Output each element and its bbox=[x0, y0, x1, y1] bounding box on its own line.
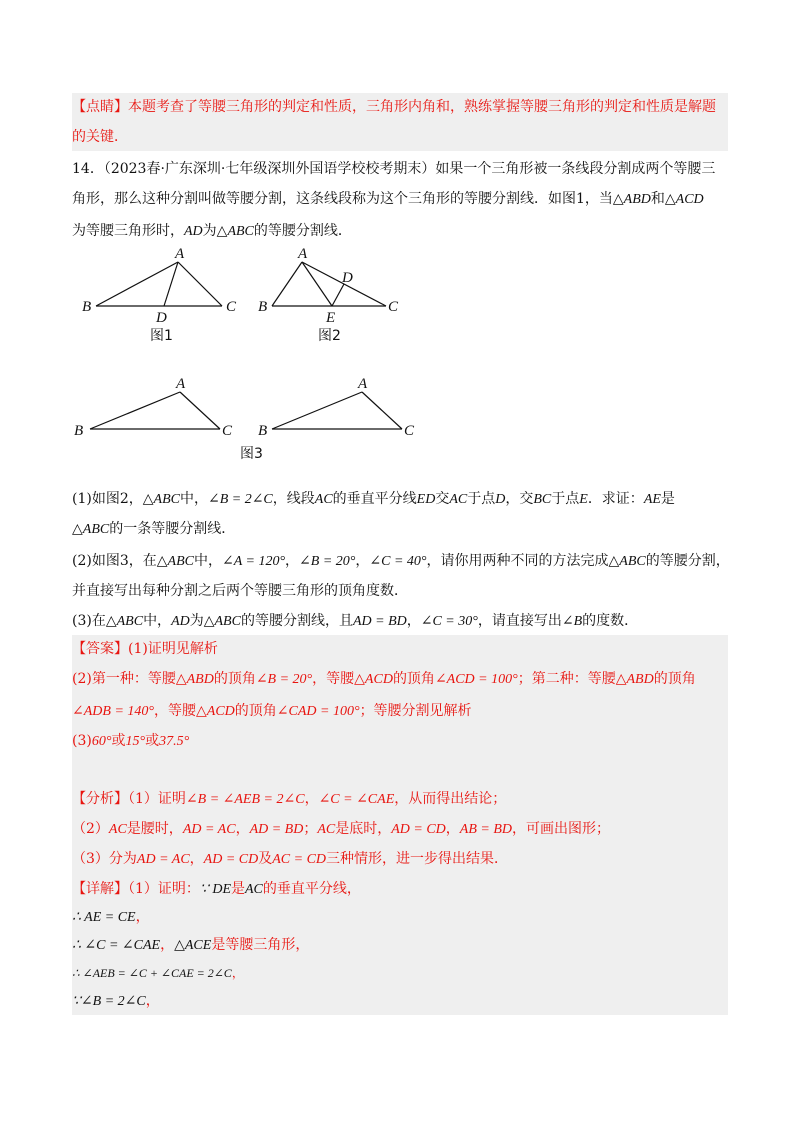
d-text: ， bbox=[145, 993, 160, 1009]
fig2-edge-ab bbox=[272, 262, 302, 306]
fig3b-label-c: C bbox=[404, 423, 415, 439]
q-text: ，交 bbox=[505, 491, 534, 507]
problem-stem-line-2 bbox=[72, 188, 704, 211]
a-text: ；等腰分割见解析 bbox=[359, 703, 472, 719]
math-expr: AD = BD bbox=[249, 822, 304, 837]
math-triangle: △ABD bbox=[612, 192, 651, 207]
fig2-label-a: A bbox=[298, 246, 308, 262]
fig1-label-d: D bbox=[156, 310, 167, 326]
a-text: 的顶角 bbox=[234, 703, 277, 719]
detail-line-4 bbox=[72, 962, 244, 984]
detail-line-3 bbox=[72, 934, 309, 957]
math-expr: AD = AC bbox=[182, 822, 236, 837]
q-text: 于点 bbox=[551, 491, 580, 507]
problem-number: 14． bbox=[72, 161, 104, 177]
math-expr: AD = BD bbox=[352, 614, 407, 629]
q-text: 中， bbox=[179, 491, 208, 507]
an-text: ， bbox=[235, 821, 250, 837]
math-expr: ∠B = 20° bbox=[299, 554, 356, 569]
question-2-line-2 bbox=[72, 580, 408, 602]
fig1-label-a: A bbox=[175, 246, 185, 262]
math-segment: AE bbox=[643, 492, 661, 507]
fig3a-edge-ac bbox=[180, 392, 220, 429]
a-text: ；第二种：等腰 bbox=[517, 671, 616, 687]
figure-3 bbox=[72, 370, 432, 465]
fig3a-label-a: A bbox=[176, 376, 186, 392]
d-text: 的垂直平分线， bbox=[262, 881, 361, 897]
math-point: E bbox=[579, 492, 588, 507]
math-segment: AC bbox=[108, 822, 127, 837]
a-text: ，等腰 bbox=[312, 671, 355, 687]
an-text: ，可画出图形； bbox=[512, 821, 611, 837]
fig3b-label-b: B bbox=[258, 423, 268, 439]
question-1-line-2 bbox=[72, 518, 235, 541]
math-expr: AD = CD bbox=[391, 822, 446, 837]
a-text: 或 bbox=[111, 733, 126, 749]
math-expr: ∠A = 120° bbox=[221, 554, 286, 569]
math-segment: AD bbox=[184, 224, 203, 239]
math-expr: 37.5° bbox=[159, 734, 190, 749]
analysis-line-2 bbox=[72, 818, 610, 841]
a-text: ，等腰 bbox=[154, 703, 196, 719]
math-segment: AC bbox=[317, 822, 336, 837]
question-2-line-1: (2)如图3，在△ABC中，∠A = 120°，∠B = 20°，∠C = 40°，请你用两种不同的方法完成△ABC的等腰分割， bbox=[72, 553, 730, 569]
question-1-line-1 bbox=[72, 488, 675, 511]
fig3b-edge-ab bbox=[272, 392, 362, 429]
a-text: 的顶角 bbox=[213, 671, 256, 687]
a-text: (2)第一种：等腰 bbox=[72, 671, 176, 687]
analysis-line-3 bbox=[72, 848, 508, 871]
math-expr: ∠B = 2∠C bbox=[207, 492, 273, 507]
math-expr: ∠ADB = 140° bbox=[72, 704, 154, 719]
an-text: 及 bbox=[258, 851, 273, 867]
math-expr: 60° bbox=[91, 734, 112, 749]
math-triangle: △ABC bbox=[203, 614, 241, 629]
math-triangle: △ABD bbox=[175, 672, 214, 687]
d-text: ， bbox=[135, 909, 150, 925]
d-text: 是 bbox=[231, 881, 245, 897]
math-expr: ∠C = ∠CAE bbox=[318, 792, 395, 807]
problem-source: （2023春·广东深圳·七年级深圳外国语学校校考期末） bbox=[103, 161, 436, 177]
comment-line-1: 【点睛】本题考查了等腰三角形的判定和性质，三角形内角和，熟练掌握等腰三角形的判定和性质是解题 bbox=[72, 99, 716, 115]
stem-text: 为 bbox=[202, 223, 217, 239]
problem-stem-line-1 bbox=[72, 158, 715, 180]
math-expr: ∠ACD = 100° bbox=[434, 672, 518, 687]
math-triangle: △ABC bbox=[105, 614, 144, 629]
fig1-label-c: C bbox=[226, 299, 237, 315]
an-text: 是腰时， bbox=[126, 821, 183, 837]
math-segment: AC bbox=[245, 882, 263, 897]
math-expr: ∴ ∠AEB = ∠C + ∠CAE = 2∠C bbox=[72, 966, 232, 980]
fig1-label-b: B bbox=[82, 299, 92, 315]
figure-3-caption: 图3 bbox=[240, 446, 263, 462]
math-expr: ∠B = 20° bbox=[255, 672, 313, 687]
math-segment: BC bbox=[533, 492, 552, 507]
math-triangle: △ACE bbox=[174, 938, 212, 953]
fig3a-label-c: C bbox=[222, 423, 233, 439]
math-triangle: △ACD bbox=[196, 704, 235, 719]
q-text: 的垂直平分线 bbox=[332, 491, 417, 507]
fig2-edge-ed bbox=[332, 284, 344, 306]
math-expr: ∴ AE = CE bbox=[72, 910, 136, 925]
a-text: 的顶角 bbox=[653, 671, 696, 687]
fig2-label-c: C bbox=[388, 299, 399, 315]
an-text: ， bbox=[189, 851, 204, 867]
fig2-label-b: B bbox=[258, 299, 268, 315]
q-text: (1)如图2， bbox=[72, 491, 143, 507]
fig1-edge-ac bbox=[178, 262, 222, 306]
math-expr: AB = BD bbox=[459, 822, 513, 837]
an-text: ， bbox=[445, 821, 460, 837]
math-triangle: △ABC bbox=[72, 522, 110, 537]
q-text: 的度数． bbox=[582, 613, 639, 629]
q-text: 交 bbox=[435, 491, 450, 507]
an-text: （2） bbox=[72, 821, 109, 837]
math-expr: 15° bbox=[125, 734, 146, 749]
answer-line-3 bbox=[72, 700, 472, 723]
an-text: ，从而得出结论； bbox=[394, 791, 507, 807]
an-text: 【分析】（1）证明 bbox=[72, 791, 186, 807]
comment-line-2: 的关键． bbox=[72, 129, 128, 145]
answer-line-4 bbox=[72, 730, 189, 753]
stem-text: 如果一个三角形被一条线段分割成两个等腰三 bbox=[435, 161, 716, 177]
math-triangle: △ABC bbox=[156, 554, 194, 569]
math-segment: ED bbox=[416, 492, 436, 507]
math-expr: AD = AC bbox=[136, 852, 190, 867]
fig2-edge-ae bbox=[302, 262, 332, 306]
math-expr: AD = CD bbox=[203, 852, 259, 867]
math-point: D bbox=[495, 492, 506, 507]
detail-line-5 bbox=[72, 990, 160, 1013]
answer-line-2 bbox=[72, 668, 696, 691]
math-triangle: △ABD bbox=[615, 672, 654, 687]
detail-line-2 bbox=[72, 906, 150, 929]
d-text: 【详解】（1）证明： bbox=[72, 881, 200, 897]
math-triangle: △ACD bbox=[354, 672, 393, 687]
stem-text: 角形，那么这种分割叫做等腰分割，这条线段称为这个三角形的等腰分割线．如图1，当 bbox=[72, 191, 613, 207]
math-expr: ∠C = 30° bbox=[420, 614, 478, 629]
math-expr: ∠CAD = 100° bbox=[276, 704, 360, 719]
figure-2 bbox=[252, 240, 412, 350]
q-text: ．求证： bbox=[587, 491, 644, 507]
q-text: 的等腰分割， bbox=[645, 553, 730, 569]
an-text: （3）分为 bbox=[72, 851, 137, 867]
math-triangle: △ABC bbox=[608, 554, 646, 569]
figure-3-svg bbox=[72, 370, 432, 465]
a-text: 的顶角 bbox=[392, 671, 435, 687]
d-text: ， bbox=[231, 966, 244, 980]
d-text: 是等腰三角形， bbox=[211, 937, 310, 953]
figure-1-caption: 图1 bbox=[150, 328, 173, 344]
stem-text: 的等腰分割线． bbox=[253, 223, 352, 239]
fig3a-label-b: B bbox=[74, 423, 84, 439]
math-triangle: △ABC bbox=[142, 492, 180, 507]
an-text: ， bbox=[304, 791, 319, 807]
q-text: (2)如图3，在 bbox=[72, 553, 157, 569]
math-expr: ∠C = 40° bbox=[369, 554, 427, 569]
q-text: ，线段 bbox=[272, 491, 315, 507]
math-triangle: △ABC bbox=[216, 224, 254, 239]
d-text: ， bbox=[160, 937, 175, 953]
an-text: 是底时， bbox=[335, 821, 392, 837]
analysis-line-1 bbox=[72, 788, 506, 811]
fig3a-edge-ab bbox=[90, 392, 180, 429]
q-text: 并直接写出每种分割之后两个等腰三角形的顶角度数． bbox=[72, 583, 408, 599]
math-segment: AC bbox=[449, 492, 468, 507]
stem-text: 为等腰三角形时， bbox=[72, 223, 184, 239]
q-text: ，请直接写出 bbox=[477, 613, 562, 629]
math-expr: AC = CD bbox=[272, 852, 327, 867]
q-text: 于点 bbox=[467, 491, 496, 507]
q-text: 中， bbox=[193, 553, 222, 569]
answer-line-1: 【答案】(1)证明见解析 bbox=[72, 641, 218, 657]
detail-line-1 bbox=[72, 878, 361, 901]
q-text: 是 bbox=[660, 491, 675, 507]
math-expr: ∴ ∠C = ∠CAE bbox=[72, 938, 161, 953]
figure-2-svg bbox=[252, 240, 412, 350]
a-text: 或 bbox=[145, 733, 160, 749]
an-text: ； bbox=[303, 821, 318, 837]
fig3b-label-a: A bbox=[358, 376, 368, 392]
figure-1-svg bbox=[72, 240, 252, 350]
q-text: ， bbox=[406, 613, 421, 629]
q-text: (3)在 bbox=[72, 613, 106, 629]
fig2-label-e: E bbox=[326, 310, 336, 326]
question-3-line-1 bbox=[72, 610, 638, 633]
q-text: 的一条等腰分割线． bbox=[109, 521, 236, 537]
a-text: (3) bbox=[72, 733, 92, 749]
q-text: 为 bbox=[189, 613, 204, 629]
math-expr: ∵∠B = 2∠C bbox=[72, 994, 146, 1009]
q-text: 的等腰分割线，且 bbox=[240, 613, 353, 629]
math-segment: AD bbox=[171, 614, 190, 629]
figure-2-caption: 图2 bbox=[318, 328, 341, 344]
math-expr: ∵ DE bbox=[199, 882, 231, 897]
an-text: 三种情形，进一步得出结果． bbox=[326, 851, 509, 867]
fig3b-edge-ac bbox=[362, 392, 402, 429]
stem-text: 和 bbox=[650, 191, 665, 207]
q-text: ，请你用两种不同的方法完成 bbox=[426, 553, 609, 569]
math-triangle: △ACD bbox=[664, 192, 704, 207]
fig2-label-d: D bbox=[342, 270, 353, 286]
math-expr: ∠B bbox=[561, 614, 583, 629]
math-segment: AC bbox=[314, 492, 333, 507]
math-expr: ∠B = ∠AEB = 2∠C bbox=[185, 792, 305, 807]
figure-1 bbox=[72, 240, 252, 350]
q-text: 中， bbox=[143, 613, 172, 629]
